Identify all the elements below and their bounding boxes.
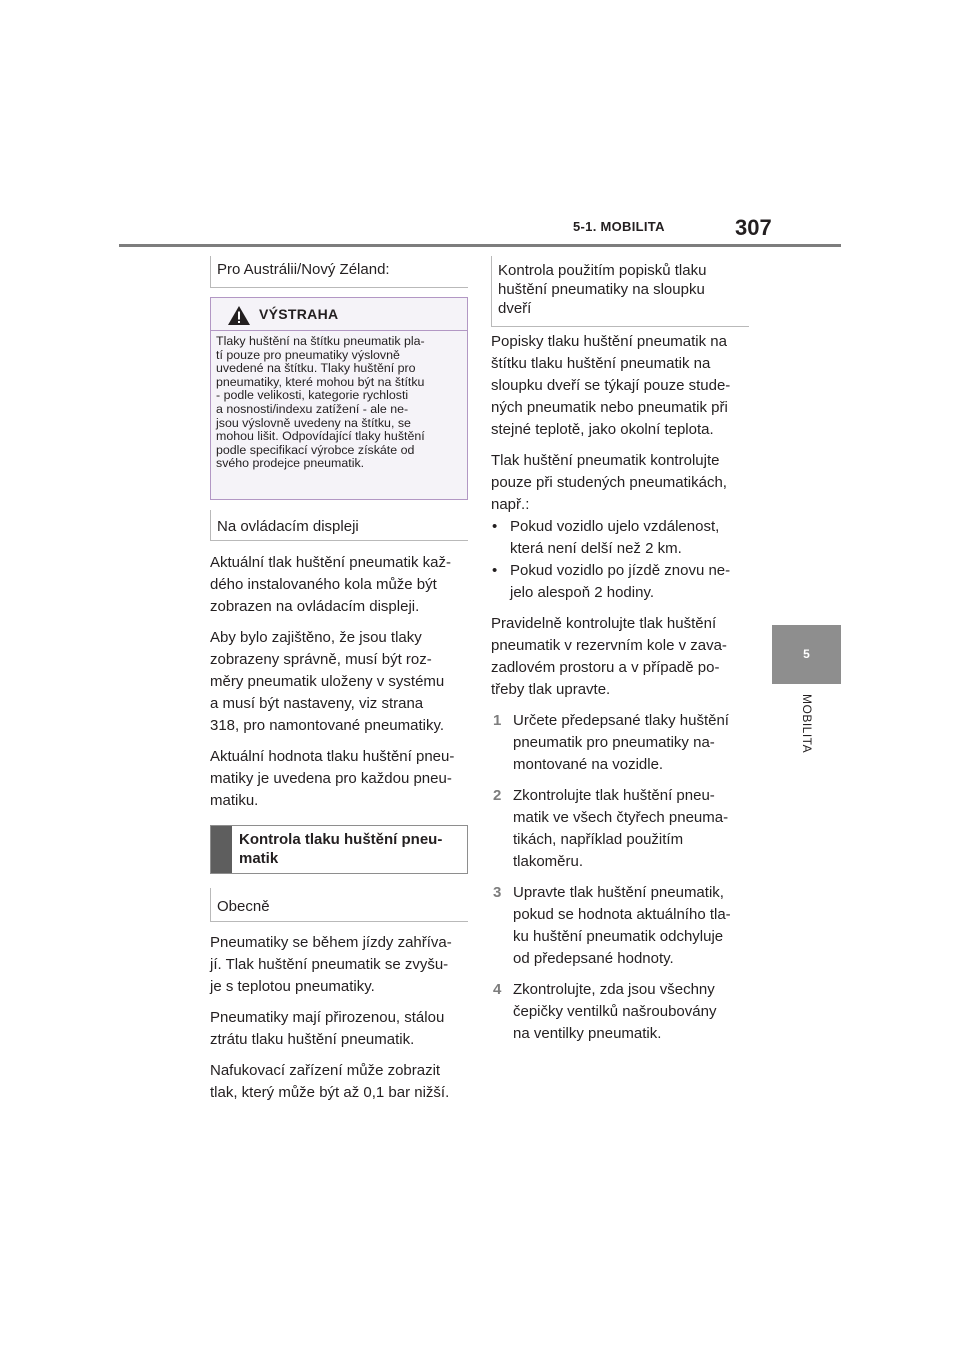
step-number: 1	[493, 712, 502, 729]
warning-header	[211, 298, 467, 331]
subheading-general	[210, 888, 468, 922]
step-number: 4	[493, 981, 502, 998]
list-item: • Pokud vozidlo po jízdě znovu ne- jelo alespoň 2 hodiny.	[492, 562, 731, 601]
heading-bar	[211, 826, 232, 873]
paragraph: Popisky tlaku huštění pneumatik na štítku tlaku huštění pneumatik na sloupku dveří se týkají pouze stude- ných pneumatik nebo pneumatik při stejné teplotě, jako okolní teplota.	[491, 333, 731, 438]
subheading-general-text: Obecně	[217, 898, 270, 915]
right-body	[491, 331, 749, 1045]
paragraph: Pneumatiky se během jízdy zahříva- jí. Tlak huštění pneumatik se zvyšu- je s teplotou pneumatiky.	[210, 934, 452, 995]
step-item: 2 Zkontrolujte tlak huštění pneu- matik ve všech čtyřech pneuma- tikách, například použitím tlakoměru.	[493, 787, 729, 870]
subheading-australia	[210, 256, 468, 288]
warning-line: pneumatiky, které mohou být na štítku	[216, 374, 425, 389]
subheading-australia-text: Pro Austrálii/Nový Zéland:	[217, 261, 390, 278]
left-body-1	[210, 552, 468, 812]
paragraph: Aby bylo zajištěno, že jsou tlaky zobrazeny správně, musí být roz- měry pneumatik uloženy v systému a musí být nastaveny, viz strana 318, pro namontované pneumatiky.	[210, 629, 445, 734]
chapter-tab: 5	[772, 625, 841, 684]
section-heading	[210, 825, 468, 874]
bullet-icon: •	[492, 518, 498, 535]
warning-line: Tlaky huštění na štítku pneumatik pla-	[216, 334, 425, 348]
chapter-label: MOBILITA	[800, 694, 814, 754]
header-divider	[119, 244, 841, 247]
step-number: 3	[493, 884, 502, 901]
step-number: 2	[493, 787, 502, 804]
left-body-2	[210, 932, 468, 1104]
paragraph: Nafukovací zařízení může zobrazit tlak, který může být až 0,1 bar nižší.	[210, 1062, 450, 1101]
warning-line: a nosnosti/indexu zatížení - ale ne-	[216, 401, 409, 416]
step-item: 4 Zkontrolujte, zda jsou všechny čepičky ventilků našroubovány na ventilky pneumatik.	[493, 981, 717, 1042]
warning-title: VÝSTRAHA	[259, 306, 339, 322]
list-item: • Pokud vozidlo ujelo vzdálenost, která není delší než 2 km.	[492, 518, 720, 557]
warning-line: tí pouze pro pneumatiky výslovně	[216, 347, 400, 362]
section-heading-text: Kontrola tlaku huštění pneu- matik	[239, 831, 443, 867]
paragraph: Aktuální tlak huštění pneumatik kaž- dého instalovaného kola může být zobrazen na ovládacím displeji.	[210, 554, 451, 615]
page-number: 307	[735, 215, 772, 240]
step-item: 3 Upravte tlak huštění pneumatik, pokud se hodnota aktuálního tla- ku huštění pneumatik odchyluje od předepsané hodnoty.	[493, 884, 731, 967]
subheading-display-text: Na ovládacím displeji	[217, 518, 359, 535]
warning-triangle-icon	[228, 306, 250, 325]
warning-box	[210, 297, 468, 500]
warning-line: jsou výslovně uvedeny na štítku, se	[216, 415, 411, 430]
subheading-door-labels	[491, 256, 749, 327]
subheading-display	[210, 510, 468, 541]
warning-line: podle specifikací výrobce získáte od	[216, 442, 415, 457]
warning-line: - podle velikosti, kategorie rychlosti	[216, 388, 409, 403]
step-item: 1 Určete předepsané tlaky huštění pneumatik pro pneumatiky na- montované na vozidle.	[493, 712, 729, 773]
paragraph: Pravidelně kontrolujte tlak huštění pneumatik v rezervním kole v zava- zadlovém prostoru a v případě po- třeby tlak upravte.	[491, 615, 727, 698]
subheading-door-labels-text: Kontrola použitím popisků tlaku huštění pneumatiky na sloupku dveří	[498, 262, 707, 317]
paragraph: Aktuální hodnota tlaku huštění pneu- matiky je uvedena pro každou pneu- matiku.	[210, 748, 455, 809]
warning-line: mohou lišit. Odpovídající tlaky huštění	[216, 429, 425, 444]
warning-line: uvedené na štítku. Tlaky huštění pro	[216, 361, 416, 376]
paragraph: Tlak huštění pneumatik kontrolujte pouze při studených pneumatikách, např.:	[491, 452, 727, 513]
section-title: 5-1. MOBILITA	[573, 219, 665, 234]
bullet-icon: •	[492, 562, 498, 579]
warning-line: svého prodejce pneumatik.	[216, 456, 365, 471]
warning-text	[216, 335, 464, 471]
paragraph: Pneumatiky mají přirozenou, stálou ztrátu tlaku huštění pneumatik.	[210, 1009, 445, 1048]
